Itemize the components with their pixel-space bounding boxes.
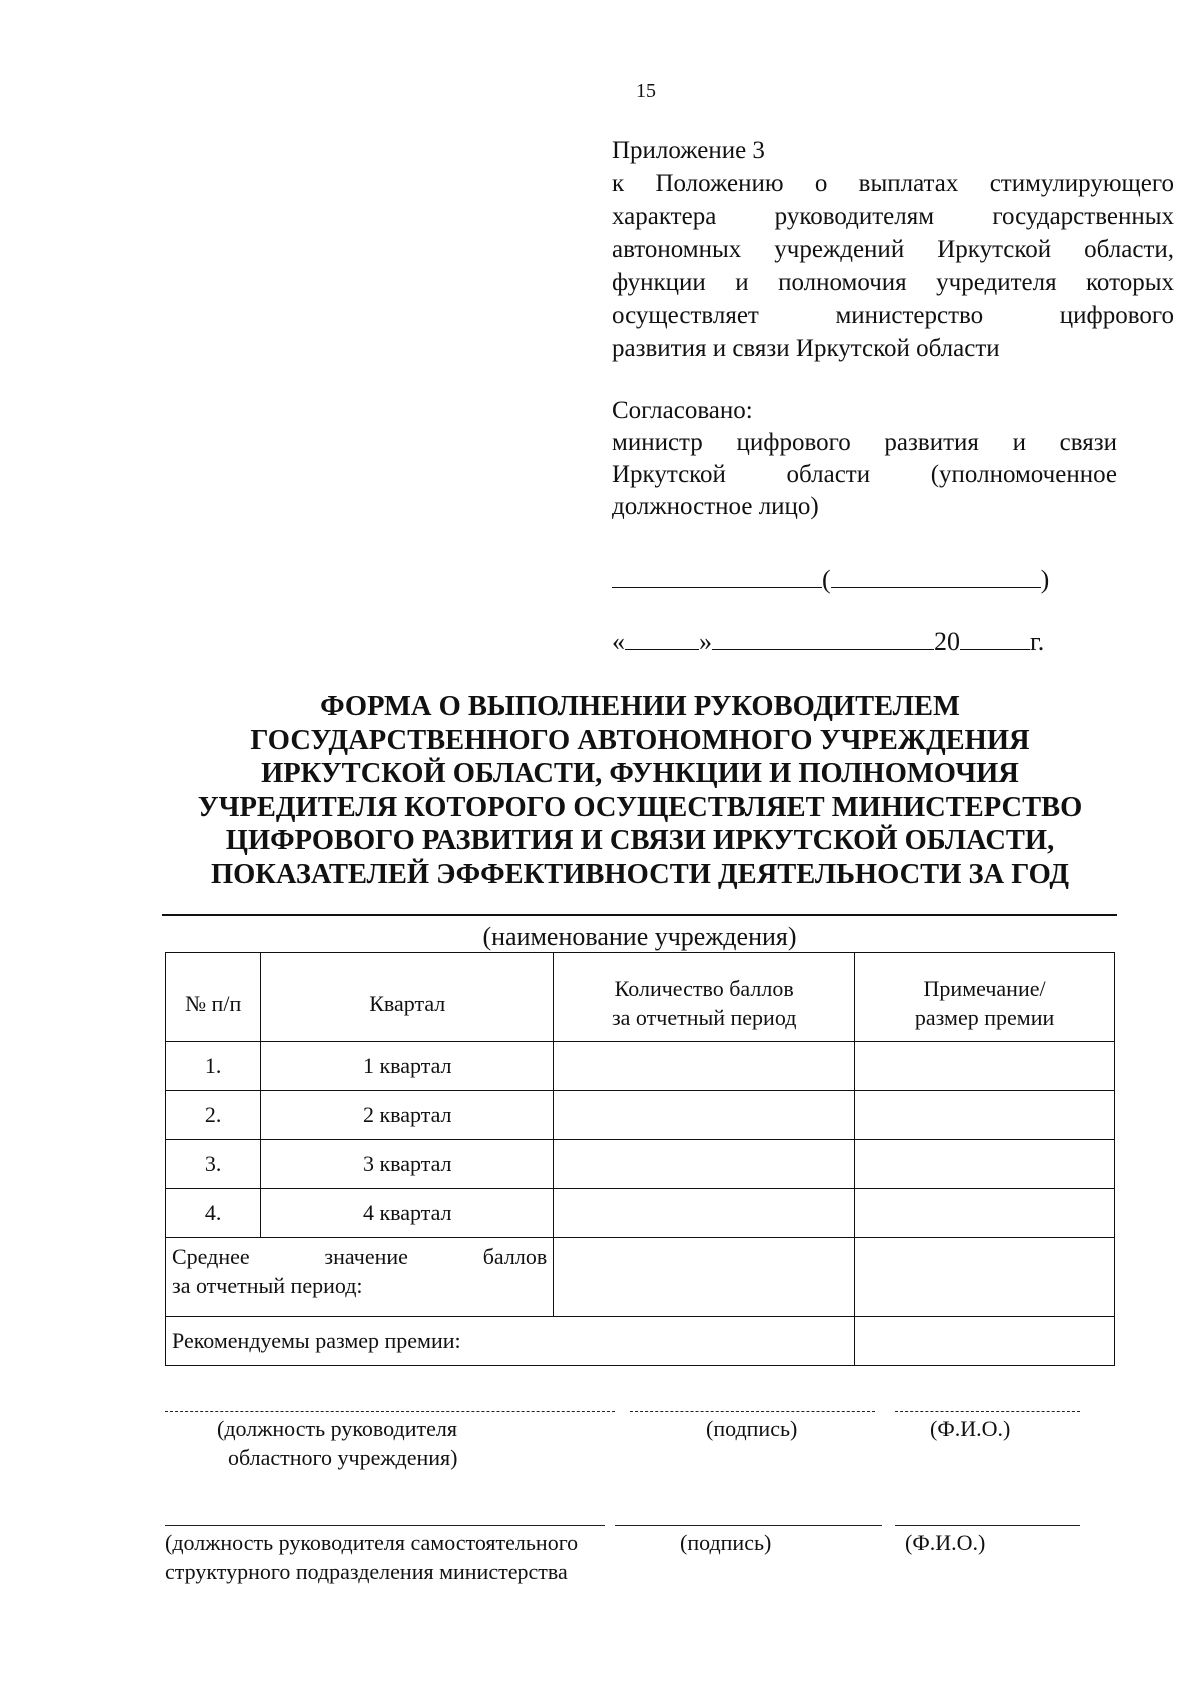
approval-line: министр цифрового развития и связи	[612, 429, 1117, 456]
recommended-row	[166, 1317, 1115, 1366]
table-row	[166, 1091, 1115, 1140]
caption-line: структурного подразделения министерства	[165, 1559, 568, 1584]
name-caption-2: (Ф.И.О.)	[905, 1530, 986, 1555]
close-quote: »	[699, 627, 712, 656]
table-row	[166, 1189, 1115, 1238]
average-points-cell[interactable]	[554, 1238, 855, 1317]
title-line: ФОРМА О ВЫПОЛНЕНИИ РУКОВОДИТЕЛЕМ	[320, 691, 960, 722]
average-note-cell[interactable]	[855, 1238, 1115, 1317]
row-quarter: 1 квартал	[261, 1042, 554, 1091]
row-points-cell[interactable]	[554, 1091, 855, 1140]
appendix-line: к Положению о выплатах стимулирующего	[612, 170, 1174, 197]
close-paren: )	[1040, 565, 1050, 594]
open-paren: (	[822, 565, 831, 594]
name-line-2[interactable]	[895, 1525, 1080, 1526]
table-row	[166, 1042, 1115, 1091]
header-points-line: Количество баллов	[614, 976, 794, 1001]
row-num: 2.	[166, 1091, 261, 1140]
approval-heading: Согласовано:	[612, 397, 753, 424]
header-note	[855, 953, 1115, 1042]
row-quarter: 3 квартал	[261, 1140, 554, 1189]
approval-block	[612, 395, 1117, 523]
day-blank[interactable]	[625, 627, 699, 650]
row-quarter: 2 квартал	[261, 1091, 554, 1140]
row-quarter: 4 квартал	[261, 1189, 554, 1238]
name-line-1[interactable]	[895, 1411, 1080, 1412]
row-note-cell[interactable]	[855, 1140, 1115, 1189]
title-line: УЧРЕДИТЕЛЯ КОТОРОГО ОСУЩЕСТВЛЯЕТ МИНИСТЕРСТВО	[197, 791, 1083, 823]
row-points-cell[interactable]	[554, 1140, 855, 1189]
performance-table	[165, 952, 1115, 1366]
recommended-value-cell[interactable]	[855, 1317, 1115, 1366]
header-points	[554, 953, 855, 1042]
open-quote: «	[612, 627, 625, 656]
signature-caption-2: (подпись)	[680, 1530, 772, 1555]
header-note-line: размер премии	[914, 1005, 1055, 1030]
position-caption-1	[217, 1414, 458, 1472]
appendix-reference	[612, 134, 1174, 365]
appendix-line: автономных учреждений Иркутской области,	[612, 236, 1174, 263]
header-note-line: Примечание/	[923, 976, 1046, 1001]
approver-signature-field[interactable]	[612, 565, 1049, 595]
position-line-2[interactable]	[165, 1525, 605, 1526]
average-label-line: Среднее значение баллов	[172, 1244, 548, 1269]
appendix-line: осуществляет министерство цифрового	[612, 302, 1174, 329]
average-row	[166, 1238, 1115, 1317]
position-line-1[interactable]	[165, 1411, 615, 1412]
appendix-line: развития и связи Иркутской области	[612, 335, 1000, 362]
institution-caption: (наименование учреждения)	[482, 922, 797, 951]
month-blank[interactable]	[712, 627, 934, 650]
recommended-label: Рекомендуемы размер премии:	[166, 1317, 855, 1366]
row-points-cell[interactable]	[554, 1189, 855, 1238]
signature-blank[interactable]	[612, 565, 822, 588]
title-line: ПОКАЗАТЕЛЕЙ ЭФФЕКТИВНОСТИ ДЕЯТЕЛЬНОСТИ ЗА ГОД	[210, 858, 1070, 890]
average-label	[166, 1238, 554, 1317]
row-num: 3.	[166, 1140, 261, 1189]
name-caption-1: (Ф.И.О.)	[930, 1416, 1011, 1441]
row-note-cell[interactable]	[855, 1189, 1115, 1238]
page-number: 15	[636, 80, 656, 102]
approval-date-field[interactable]	[612, 627, 1044, 657]
signature-line-1[interactable]	[630, 1411, 875, 1412]
title-line: ИРКУТСКОЙ ОБЛАСТИ, ФУНКЦИИ И ПОЛНОМОЧИЯ	[261, 758, 1019, 789]
appendix-title: Приложение 3	[612, 137, 765, 164]
title-line: ЦИФРОВОГО РАЗВИТИЯ И СВЯЗИ ИРКУТСКОЙ ОБЛАСТИ,	[225, 825, 1055, 856]
signature-caption-1: (подпись)	[706, 1416, 798, 1441]
year-suffix: г.	[1030, 627, 1045, 656]
caption-line: (должность руководителя самостоятельного	[165, 1530, 579, 1555]
row-points-cell[interactable]	[554, 1042, 855, 1091]
appendix-line: характера руководителям государственных	[612, 203, 1174, 230]
row-note-cell[interactable]	[855, 1042, 1115, 1091]
signature-line-2[interactable]	[615, 1525, 882, 1526]
appendix-line: функции и полномочия учредителя которых	[612, 269, 1174, 296]
form-title	[150, 690, 1130, 891]
header-points-line: за отчетный период	[611, 1005, 797, 1030]
row-num: 4.	[166, 1189, 261, 1238]
year-prefix: 20	[934, 627, 960, 656]
position-caption-2	[165, 1528, 578, 1586]
table-row	[166, 1140, 1115, 1189]
caption-line: (должность руководителя	[217, 1416, 457, 1441]
year-blank[interactable]	[960, 627, 1030, 650]
header-quarter: Квартал	[261, 953, 554, 1042]
approval-line: Иркутской области (уполномоченное	[612, 461, 1117, 488]
approval-line: должностное лицо)	[612, 493, 819, 520]
row-num: 1.	[166, 1042, 261, 1091]
average-label-line: за отчетный период:	[172, 1273, 363, 1298]
header-num: № п/п	[166, 953, 261, 1042]
name-blank[interactable]	[831, 565, 1041, 588]
row-note-cell[interactable]	[855, 1091, 1115, 1140]
table-header-row	[166, 953, 1115, 1042]
caption-line: областного учреждения)	[228, 1445, 458, 1470]
institution-name-field[interactable]	[162, 914, 1117, 916]
title-line: ГОСУДАРСТВЕННОГО АВТОНОМНОГО УЧРЕЖДЕНИЯ	[250, 724, 1030, 756]
